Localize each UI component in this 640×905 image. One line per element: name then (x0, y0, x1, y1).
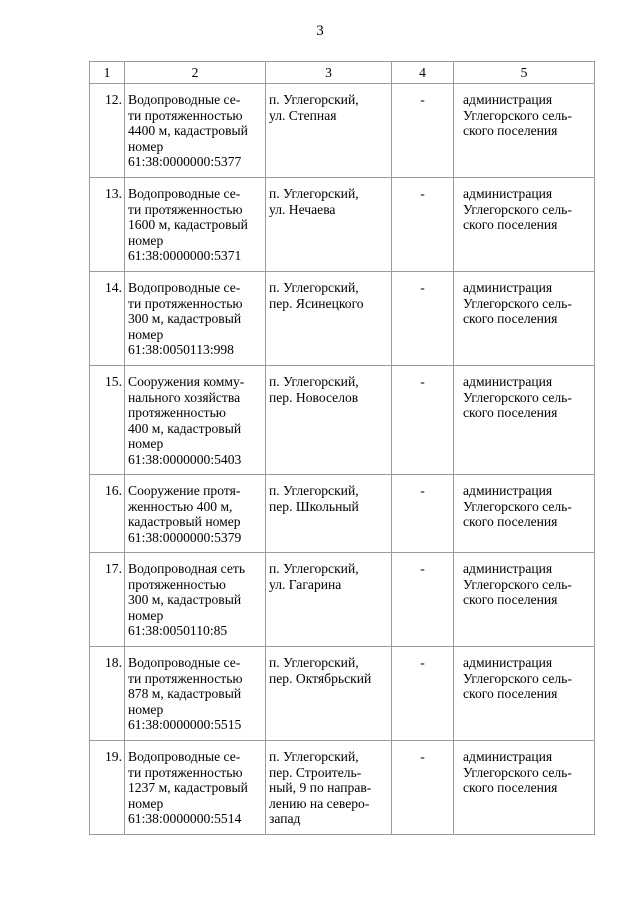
object-address (266, 178, 392, 272)
cell-line: ти протяженностью (128, 201, 243, 217)
cell-line: 61:38:0000000:5377 (128, 154, 242, 170)
cell-line: 1600 м, кадастровый (128, 217, 248, 233)
column-4-value: - (392, 178, 454, 272)
object-address (266, 741, 392, 835)
cell-line: ского поселения (463, 123, 558, 139)
cell-line: Водопроводные се- (128, 92, 241, 107)
cell-line: Водопроводная сеть (128, 561, 246, 576)
row-number: 16. (90, 475, 125, 553)
cell-line: 61:38:0000000:5403 (128, 451, 242, 467)
cell-line: п. Углегорский, (269, 655, 359, 670)
cell-line: номер (128, 795, 164, 811)
cell-line: п. Углегорский, (269, 280, 359, 295)
cell-line: номер (128, 701, 164, 717)
column-header: 1 (90, 62, 125, 84)
cell-line: Углегорского сель- (463, 670, 572, 686)
cell-line: 400 м, кадастровый (128, 420, 242, 436)
cell-line: администрация (463, 749, 553, 764)
cell-line: ского поселения (463, 686, 558, 702)
cell-line: пер. Ясинецкого (269, 295, 364, 311)
cell-line: п. Углегорский, (269, 374, 359, 389)
column-header: 2 (125, 62, 266, 84)
cell-line: 61:38:0000000:5514 (128, 811, 242, 827)
cell-line: ти протяженностью (128, 295, 243, 311)
row-number: 14. (90, 272, 125, 366)
cell-line: 878 м, кадастровый (128, 686, 242, 702)
object-description (125, 553, 266, 647)
cell-line: ского поселения (463, 217, 558, 233)
column-4-value: - (392, 366, 454, 475)
cell-line: запад (269, 811, 301, 827)
cell-line: ул. Нечаева (269, 201, 336, 217)
cell-line: 61:38:0000000:5515 (128, 717, 242, 733)
cell-line: п. Углегорский, (269, 186, 359, 201)
cell-line: 1237 м, кадастровый (128, 780, 248, 796)
cell-line: Углегорского сель- (463, 201, 572, 217)
owner-name (454, 647, 595, 741)
cell-line: протяженностью (128, 576, 226, 592)
object-address (266, 84, 392, 178)
cell-line: пер. Школьный (269, 498, 359, 514)
object-address (266, 272, 392, 366)
cell-line: ный, 9 по направ- (269, 780, 372, 796)
cell-line: администрация (463, 483, 553, 498)
table-row (90, 272, 595, 366)
object-description (125, 272, 266, 366)
cell-line: пер. Новоселов (269, 389, 359, 405)
cell-line: Углегорского сель- (463, 498, 572, 514)
cell-line: Водопроводные се- (128, 749, 241, 764)
cell-line: Сооружения комму- (128, 374, 245, 389)
object-address (266, 366, 392, 475)
cell-line: номер (128, 326, 164, 342)
row-number: 17. (90, 553, 125, 647)
table-row (90, 741, 595, 835)
cell-line: ского поселения (463, 592, 558, 608)
page-number: 3 (316, 23, 324, 39)
cell-line: номер (128, 607, 164, 623)
owner-name (454, 84, 595, 178)
cell-line: Углегорского сель- (463, 576, 572, 592)
owner-name (454, 741, 595, 835)
cell-line: протяженностью (128, 405, 226, 421)
object-description (125, 647, 266, 741)
cell-line: администрация (463, 374, 553, 389)
cell-line: кадастровый номер (128, 514, 241, 530)
object-address (266, 475, 392, 553)
cell-line: пер. Строитель- (269, 764, 362, 780)
column-4-value: - (392, 647, 454, 741)
cell-line: п. Углегорский, (269, 92, 359, 107)
object-description (125, 366, 266, 475)
column-4-value: - (392, 84, 454, 178)
cell-line: п. Углегорский, (269, 483, 359, 498)
table-header-row (90, 62, 595, 84)
table-row (90, 647, 595, 741)
owner-name (454, 178, 595, 272)
cell-line: 61:38:0000000:5371 (128, 248, 242, 264)
object-address (266, 553, 392, 647)
cell-line: Углегорского сель- (463, 295, 572, 311)
cell-line: п. Углегорский, (269, 561, 359, 576)
column-header: 4 (392, 62, 454, 84)
column-4-value: - (392, 272, 454, 366)
cell-line: администрация (463, 561, 553, 576)
owner-name (454, 366, 595, 475)
cell-line: ского поселения (463, 405, 558, 421)
table-body (90, 62, 595, 835)
cell-line: ти протяженностью (128, 670, 243, 686)
cell-line: Углегорского сель- (463, 107, 572, 123)
row-number: 18. (90, 647, 125, 741)
object-description (125, 178, 266, 272)
object-description (125, 475, 266, 553)
row-number: 13. (90, 178, 125, 272)
row-number: 19. (90, 741, 125, 835)
table-row (90, 553, 595, 647)
cell-line: Водопроводные се- (128, 655, 241, 670)
owner-name (454, 475, 595, 553)
owner-name (454, 553, 595, 647)
table-row (90, 475, 595, 553)
cell-line: 300 м, кадастровый (128, 592, 242, 608)
column-4-value: - (392, 553, 454, 647)
column-4-value: - (392, 741, 454, 835)
cell-line: женностью 400 м, (128, 498, 233, 514)
cell-line: Углегорского сель- (463, 389, 572, 405)
cell-line: ского поселения (463, 311, 558, 327)
object-address (266, 647, 392, 741)
column-header: 5 (454, 62, 595, 84)
cell-line: ского поселения (463, 780, 558, 796)
cell-line: ул. Гагарина (269, 576, 342, 592)
row-number: 12. (90, 84, 125, 178)
cell-line: нального хозяйства (128, 389, 241, 405)
property-registry-table (89, 61, 595, 835)
cell-line: номер (128, 138, 164, 154)
cell-line: лению на северо- (269, 795, 370, 811)
cell-line: ул. Степная (269, 107, 337, 123)
cell-line: ского поселения (463, 514, 558, 530)
column-header: 3 (266, 62, 392, 84)
cell-line: 61:38:0000000:5379 (128, 529, 242, 545)
cell-line: Сооружение протя- (128, 483, 241, 498)
cell-line: Водопроводные се- (128, 186, 241, 201)
cell-line: 4400 м, кадастровый (128, 123, 248, 139)
owner-name (454, 272, 595, 366)
object-description (125, 84, 266, 178)
table-row (90, 84, 595, 178)
cell-line: Углегорского сель- (463, 764, 572, 780)
cell-line: 300 м, кадастровый (128, 311, 242, 327)
cell-line: пер. Октябрьский (269, 670, 372, 686)
object-description (125, 741, 266, 835)
cell-line: ти протяженностью (128, 764, 243, 780)
table-row (90, 178, 595, 272)
cell-line: администрация (463, 655, 553, 670)
cell-line: 61:38:0050113:998 (128, 342, 234, 358)
cell-line: п. Углегорский, (269, 749, 359, 764)
cell-line: ти протяженностью (128, 107, 243, 123)
cell-line: администрация (463, 280, 553, 295)
cell-line: администрация (463, 186, 553, 201)
column-4-value: - (392, 475, 454, 553)
cell-line: номер (128, 232, 164, 248)
cell-line: номер (128, 436, 164, 452)
cell-line: Водопроводные се- (128, 280, 241, 295)
row-number: 15. (90, 366, 125, 475)
table-row (90, 366, 595, 475)
cell-line: 61:38:0050110:85 (128, 623, 228, 639)
cell-line: администрация (463, 92, 553, 107)
